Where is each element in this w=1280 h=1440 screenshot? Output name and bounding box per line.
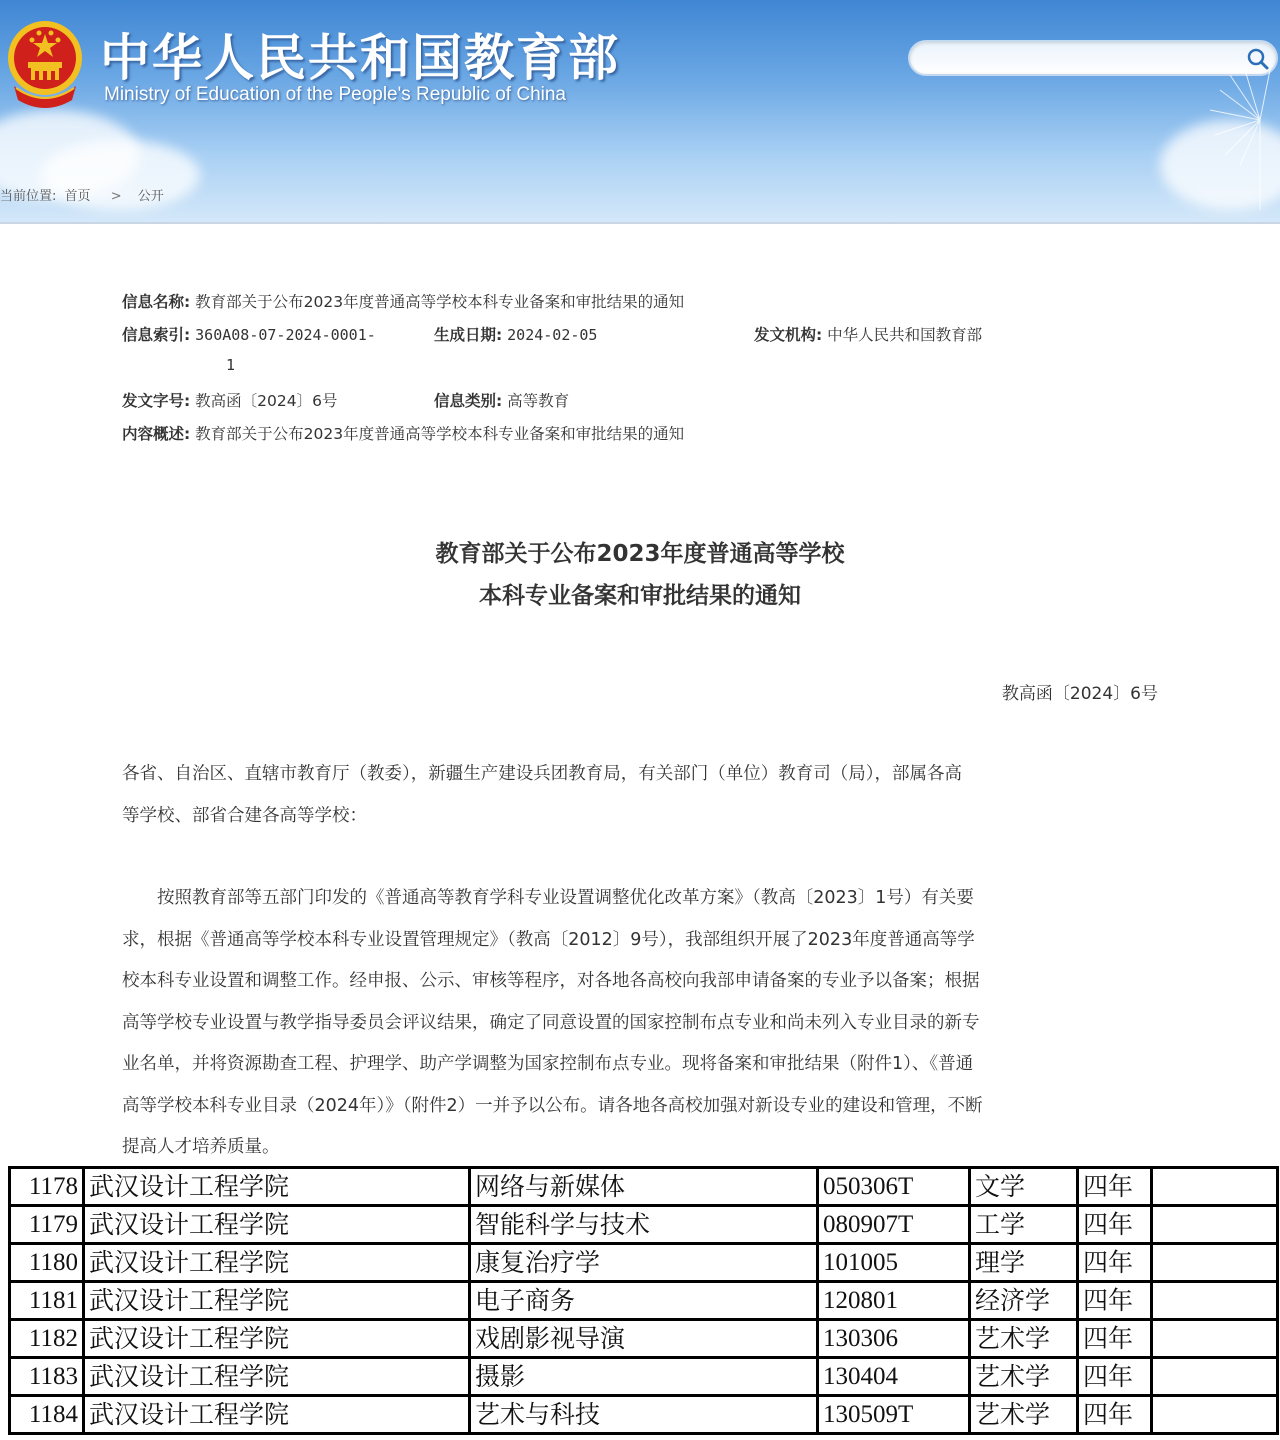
cell-no: 1179 <box>10 1206 84 1244</box>
meta-issuer-value: 中华人民共和国教育部 <box>827 326 983 344</box>
meta-row-summary <box>122 422 684 444</box>
cell-code: 080907T <box>818 1206 970 1244</box>
cell-note <box>1152 1244 1278 1282</box>
meta-docno-label: 发文字号: <box>122 392 191 410</box>
breadcrumb-home-link[interactable]: 首页 <box>64 189 91 204</box>
cell-note <box>1152 1358 1278 1396</box>
cell-note <box>1152 1206 1278 1244</box>
table-row <box>10 1320 1278 1358</box>
cell-duration: 四年 <box>1078 1358 1152 1396</box>
cell-no: 1182 <box>10 1320 84 1358</box>
cell-major: 康复治疗学 <box>470 1244 818 1282</box>
document-title-line1: 教育部关于公布2023年度普通高等学校 <box>435 541 845 567</box>
body-paragraph <box>122 878 1162 1169</box>
breadcrumb <box>0 185 168 205</box>
body-line: 高等学校本科专业目录（2024年）》（附件2）一并予以公布。请各地各高校加强对新设专业的建设和管理，不断 <box>122 1095 983 1116</box>
cell-duration: 四年 <box>1078 1206 1152 1244</box>
salutation-line: 等学校、部省合建各高等学校： <box>122 805 367 826</box>
cell-code: 050306T <box>818 1168 970 1206</box>
document-title-line2: 本科专业备案和审批结果的通知 <box>479 583 801 609</box>
site-subtitle: Ministry of Education of the People's Republic of China <box>104 84 566 105</box>
site-header <box>0 0 1280 222</box>
cell-note <box>1152 1396 1278 1434</box>
document-number: 教高函〔2024〕6号 <box>1001 684 1158 704</box>
cell-category: 文学 <box>970 1168 1078 1206</box>
cell-category: 艺术学 <box>970 1358 1078 1396</box>
cell-note <box>1152 1282 1278 1320</box>
meta-row-category <box>434 389 569 411</box>
cell-category: 艺术学 <box>970 1396 1078 1434</box>
majors-table <box>8 1166 1279 1435</box>
table-row <box>10 1358 1278 1396</box>
salutation-paragraph <box>122 754 1162 837</box>
cell-category: 艺术学 <box>970 1320 1078 1358</box>
meta-date-label: 生成日期: <box>434 326 503 344</box>
cell-duration: 四年 <box>1078 1168 1152 1206</box>
dandelion-decoration-icon <box>1200 60 1280 220</box>
meta-docno-value: 教高函〔2024〕6号 <box>195 392 338 410</box>
cell-school: 武汉设计工程学院 <box>84 1244 470 1282</box>
cell-code: 130404 <box>818 1358 970 1396</box>
cell-major: 戏剧影视导演 <box>470 1320 818 1358</box>
table-row <box>10 1168 1278 1206</box>
cell-no: 1180 <box>10 1244 84 1282</box>
meta-date-value: 2024-02-05 <box>507 326 598 344</box>
body-line: 提高人才培养质量。 <box>122 1137 280 1157</box>
cell-duration: 四年 <box>1078 1282 1152 1320</box>
cell-note <box>1152 1320 1278 1358</box>
meta-summary-label: 内容概述: <box>122 425 191 443</box>
cell-code: 120801 <box>818 1282 970 1320</box>
cell-duration: 四年 <box>1078 1320 1152 1358</box>
cell-note <box>1152 1168 1278 1206</box>
cell-major: 网络与新媒体 <box>470 1168 818 1206</box>
body-line: 求，根据《普通高等学校本科专业设置管理规定》（教高〔2012〕9号），我部组织开展了2023年度普通高等学 <box>122 929 975 950</box>
site-title[interactable]: 中华人民共和国教育部 <box>100 29 620 87</box>
cell-code: 130306 <box>818 1320 970 1358</box>
body-line: 按照教育部等五部门印发的《普通高等教育学科专业设置调整优化改革方案》（教高〔2023〕1号）有关要 <box>122 888 974 908</box>
meta-row-docno <box>122 389 337 411</box>
meta-row-index <box>122 323 376 345</box>
salutation-line: 各省、自治区、直辖市教育厅（教委），新疆生产建设兵团教育局，有关部门（单位）教育司（局），部属各高 <box>122 764 962 784</box>
cell-school: 武汉设计工程学院 <box>84 1396 470 1434</box>
meta-index-label: 信息索引: <box>122 326 191 344</box>
cell-category: 理学 <box>970 1244 1078 1282</box>
cell-duration: 四年 <box>1078 1396 1152 1434</box>
breadcrumb-public-link[interactable]: 公开 <box>137 189 164 204</box>
cell-major: 电子商务 <box>470 1282 818 1320</box>
breadcrumb-label: 当前位置: <box>0 189 57 204</box>
cell-category: 工学 <box>970 1206 1078 1244</box>
cell-major: 智能科学与技术 <box>470 1206 818 1244</box>
cell-school: 武汉设计工程学院 <box>84 1282 470 1320</box>
body-line: 业名单，并将资源勘查工程、护理学、助产学调整为国家控制布点专业。现将备案和审批结果（附件1）、《普通 <box>122 1054 974 1074</box>
majors-table-excerpt <box>0 1166 1280 1440</box>
meta-name-value: 教育部关于公布2023年度普通高等学校本科专业备案和审批结果的通知 <box>195 293 685 311</box>
national-emblem-icon[interactable] <box>6 16 84 108</box>
cell-no: 1178 <box>10 1168 84 1206</box>
meta-issuer-label: 发文机构: <box>754 326 823 344</box>
cell-no: 1183 <box>10 1358 84 1396</box>
cell-no: 1184 <box>10 1396 84 1434</box>
cell-no: 1181 <box>10 1282 84 1320</box>
cell-code: 130509T <box>818 1396 970 1434</box>
search-input[interactable] <box>924 48 1224 70</box>
breadcrumb-separator: > <box>110 189 122 204</box>
meta-category-value: 高等教育 <box>507 392 570 410</box>
table-row <box>10 1282 1278 1320</box>
cell-category: 经济学 <box>970 1282 1078 1320</box>
table-row <box>10 1206 1278 1244</box>
body-line: 校本科专业设置和调整工作。经申报、公示、审核等程序，对各地各高校向我部申请备案的专业予以备案；根据 <box>122 971 980 991</box>
cell-major: 艺术与科技 <box>470 1396 818 1434</box>
cell-school: 武汉设计工程学院 <box>84 1168 470 1206</box>
table-row <box>10 1396 1278 1434</box>
cell-major: 摄影 <box>470 1358 818 1396</box>
meta-row-date <box>434 323 597 345</box>
header-divider <box>0 222 1280 224</box>
meta-category-label: 信息类别: <box>434 392 503 410</box>
meta-name-label: 信息名称: <box>122 293 191 311</box>
cell-school: 武汉设计工程学院 <box>84 1358 470 1396</box>
meta-row-issuer <box>754 323 982 345</box>
cell-code: 101005 <box>818 1244 970 1282</box>
meta-summary-value: 教育部关于公布2023年度普通高等学校本科专业备案和审批结果的通知 <box>195 425 685 443</box>
table-row <box>10 1244 1278 1282</box>
meta-index-value: 360A08-07-2024-0001- <box>195 326 376 344</box>
cell-school: 武汉设计工程学院 <box>84 1206 470 1244</box>
cell-duration: 四年 <box>1078 1244 1152 1282</box>
body-line: 高等学校专业设置与教学指导委员会评议结果，确定了同意设置的国家控制布点专业和尚未列入专业目录的新专 <box>122 1012 980 1033</box>
meta-index-continuation <box>226 356 235 374</box>
cell-school: 武汉设计工程学院 <box>84 1320 470 1358</box>
meta-row-name <box>122 290 684 312</box>
meta-index-value-line2: 1 <box>226 356 236 374</box>
